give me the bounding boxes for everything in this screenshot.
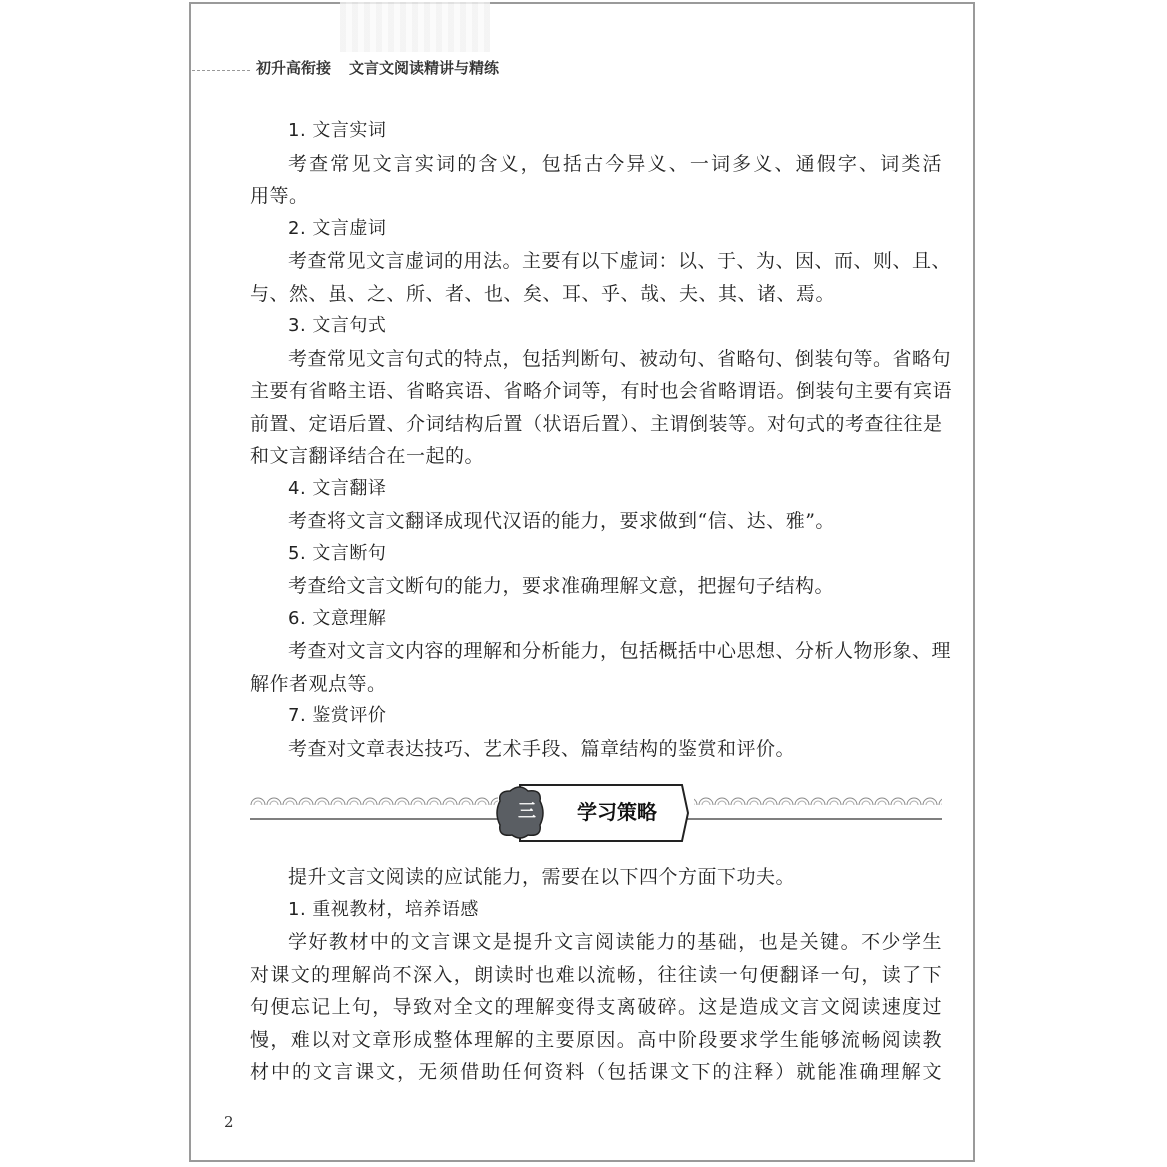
paragraph-line: 对课文的理解尚不深入，朗读时也难以流畅，往往读一句便翻译一句，读了下	[250, 963, 942, 986]
banner-title: 学习策略	[577, 800, 657, 824]
paragraph-line: 考查常见文言句式的特点，包括判断句、被动句、省略句、倒装句等。省略句	[288, 347, 952, 370]
paragraph-line: 考查将文言文翻译成现代汉语的能力，要求做到“信、达、雅”。	[288, 510, 835, 532]
header-texture	[340, 2, 490, 52]
running-header	[192, 52, 499, 82]
section-heading: 5. 文言断句	[288, 542, 387, 564]
section-banner	[250, 783, 942, 843]
banner-number: 三	[518, 801, 536, 822]
paragraph-line: 学好教材中的文言课文是提升文言阅读能力的基础，也是关键。不少学生	[288, 931, 942, 953]
paragraph-line: 与、然、虽、之、所、者、也、矣、耳、乎、哉、夫、其、诸、焉。	[250, 282, 836, 305]
paragraph-line: 提升文言文阅读的应试能力，需要在以下四个方面下功夫。	[288, 866, 796, 888]
paragraph-line: 考查对文言文内容的理解和分析能力，包括概括中心思想、分析人物形象、理	[288, 640, 952, 662]
section-heading: 2. 文言虚词	[288, 217, 387, 239]
paragraph-line: 慢，难以对文章形成整体理解的主要原因。高中阶段要求学生能够流畅阅读教	[250, 1028, 942, 1051]
section-heading: 3. 文言句式	[288, 315, 387, 336]
header-decoration	[192, 58, 250, 71]
paragraph-line: 材中的文言课文，无须借助任何资料（包括课文下的注释）就能准确理解文	[250, 1061, 942, 1083]
page-number: 2	[224, 1113, 234, 1131]
paragraph-line: 考查常见文言实词的含义，包括古今异义、一词多义、通假字、词类活	[288, 152, 942, 175]
paragraph-line: 用等。	[250, 185, 309, 207]
section-heading: 6. 文意理解	[288, 607, 387, 629]
exam-points-list	[250, 115, 953, 765]
book-series: 初升高衔接	[256, 58, 332, 77]
paragraph-line: 前置、定语后置、介词结构后置（状语后置）、主谓倒装等。对句式的考查往往是	[250, 412, 943, 435]
paragraph-line: 解作者观点等。	[250, 672, 387, 695]
section-heading: 1. 文言实词	[288, 120, 387, 141]
paragraph-line: 主要有省略主语、省略宾语、省略介词等，有时也会省略谓语。倒装句主要有宾语	[250, 380, 953, 402]
paragraph-line: 和文言翻译结合在一起的。	[250, 445, 485, 467]
paragraph-line: 考查给文言文断句的能力，要求准确理解文意，把握句子结构。	[288, 575, 835, 597]
book-title: 文言文阅读精讲与精练	[349, 58, 500, 77]
paragraph-line: 考查对文章表达技巧、艺术手段、篇章结构的鉴赏和评价。	[288, 737, 796, 760]
paragraph-line: 考查常见文言虚词的用法。主要有以下虚词：以、于、为、因、而、则、且、	[288, 250, 952, 272]
section-heading: 4. 文言翻译	[288, 477, 387, 499]
section-heading: 1. 重视教材，培养语感	[288, 898, 479, 920]
section-heading: 7. 鉴赏评价	[288, 705, 387, 726]
strategy-section	[250, 861, 942, 1089]
paragraph-line: 句便忘记上句，导致对全文的理解变得支离破碎。这是造成文言文阅读速度过	[250, 996, 942, 1018]
